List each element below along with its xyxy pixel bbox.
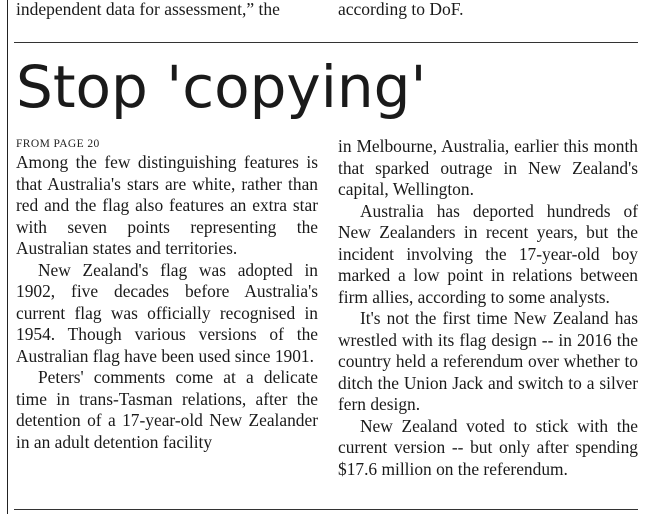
article-paragraph: New Zealand's flag was adopted in 1902, five decades before Australia's current flag was officially recognised in 1954. Though various versions of the Australian flag have been used since 1901.	[16, 259, 318, 366]
article-paragraph: Among the few distinguishing features is that Australia's stars are white, rather than red and the flag also features an extra star with seven points representing the Australian states and territories.	[16, 152, 318, 258]
article-column-left	[16, 136, 318, 453]
article-paragraph: New Zealand voted to stick with the current version -- but only after spending $17.6 million on the referendum.	[338, 415, 638, 479]
article-paragraph: Australia has deported hundreds of New Zealanders in recent years, but the incident involving the 17-year-old boy marked a low point in relations between firm allies, according to some analysts.	[338, 200, 638, 307]
previous-article-left-tail: independent data for assessment,” the	[16, 0, 280, 19]
jump-line: FROM PAGE 20	[16, 138, 100, 150]
article-paragraph: It's not the first time New Zealand has wrestled with its flag design -- in 2016 the country held a referendum over whether to ditch the Union Jack and switch to a silver fern design.	[338, 308, 638, 414]
article-paragraph: Peters' comments come at a delicate time in trans-Tasman relations, after the detention of a 17-year-old New Zealander in an adult detention facility	[16, 367, 318, 452]
article-column-right	[338, 136, 638, 480]
article-paragraph: in Melbourne, Australia, earlier this month that sparked outrage in New Zealand's capital, Wellington.	[338, 136, 638, 199]
section-divider-bottom	[14, 509, 638, 510]
previous-article-right-tail: according to DoF.	[338, 0, 464, 19]
column-frame-line	[7, 0, 8, 514]
section-divider-top	[14, 42, 638, 43]
article-headline: Stop 'copying'	[16, 53, 427, 121]
